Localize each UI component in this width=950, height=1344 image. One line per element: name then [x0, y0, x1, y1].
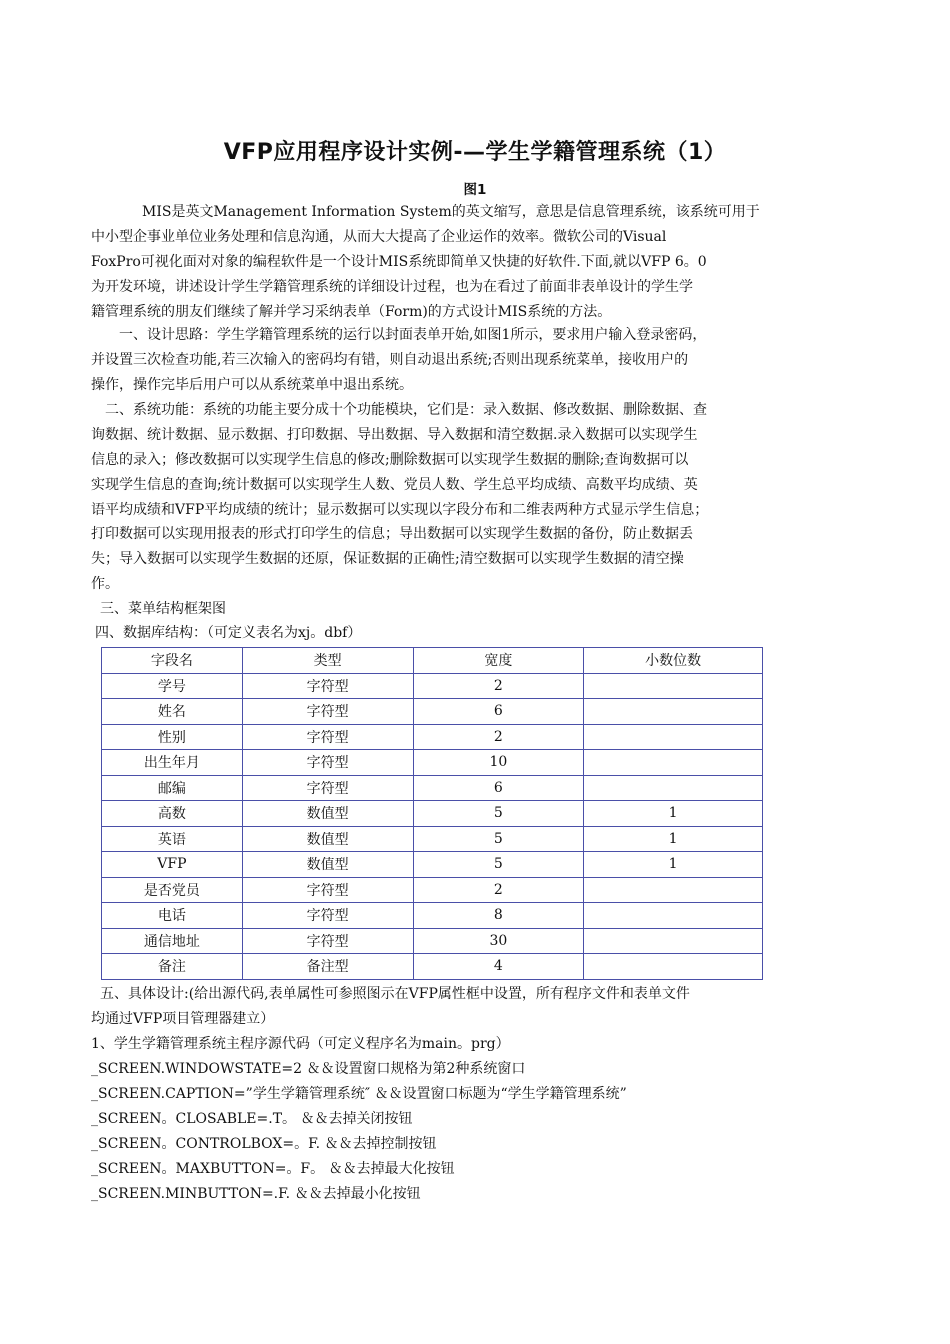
table-cell: 2	[413, 673, 584, 699]
code-line: 1、学生学籍管理系统主程序源代码（可定义程序名为main。prg）	[91, 1036, 510, 1052]
table-row	[102, 903, 763, 929]
section2-line: 询数据、统计数据、显示数据、打印数据、导出数据、导入数据和清空数据.录入数据可以实现学生	[91, 427, 698, 443]
table-cell: 数值型	[242, 852, 413, 878]
figure-label: 图1	[463, 182, 487, 198]
section2-line: 信息的录入；修改数据可以实现学生信息的修改;删除数据可以实现学生数据的删除;查询数据可以	[91, 452, 689, 468]
table-cell: 高数	[102, 801, 243, 827]
code-line: _SCREEN.WINDOWSTATE=2 ＆＆设置窗口规格为第2种系统窗口	[91, 1061, 526, 1077]
intro-line: FoxPro可视化面对对象的编程软件是一个设计MIS系统即简单又快捷的好软件.下面,就以VFP 6。0	[91, 254, 707, 270]
table-cell	[584, 750, 763, 776]
table-cell: 1	[584, 826, 763, 852]
table-cell: 数值型	[242, 801, 413, 827]
code-line: _SCREEN.MINBUTTON=.F. ＆＆去掉最小化按钮	[91, 1186, 421, 1202]
table-cell	[584, 877, 763, 903]
table-cell: 2	[413, 877, 584, 903]
table-cell: 字符型	[242, 673, 413, 699]
section2-line: 语平均成绩和VFP平均成绩的统计；显示数据可以实现以字段分布和二维表两种方式显示学生信息；	[91, 502, 709, 518]
section1-line: 并设置三次检查功能,若三次输入的密码均有错，则自动退出系统;否则出现系统菜单，接收用户的	[91, 352, 689, 368]
code-line: _SCREEN。CLOSABLE=.T。 ＆＆去掉关闭按钮	[91, 1111, 413, 1127]
db-structure-table	[101, 647, 763, 980]
section2-line: 二、系统功能：系统的功能主要分成十个功能模块，它们是：录入数据、修改数据、删除数据、查	[105, 402, 707, 418]
column-header: 宽度	[413, 648, 584, 674]
table-cell: 字符型	[242, 750, 413, 776]
table-cell: 5	[413, 852, 584, 878]
table-cell: 1	[584, 801, 763, 827]
code-line: _SCREEN。CONTROLBOX=。F. ＆＆去掉控制按钮	[91, 1136, 437, 1152]
table-cell: 出生年月	[102, 750, 243, 776]
table-cell: 邮编	[102, 775, 243, 801]
section2-line: 打印数据可以实现用报表的形式打印学生的信息；导出数据可以实现学生数据的备份，防止数据丢	[91, 526, 693, 542]
table-cell: 8	[413, 903, 584, 929]
table-cell: 字符型	[242, 903, 413, 929]
intro-line: 中小型企事业单位业务处理和信息沟通，从而大大提高了企业运作的效率。微软公司的Visual	[91, 229, 667, 245]
table-cell: 6	[413, 699, 584, 725]
intro-line: 为开发环境，讲述设计学生学籍管理系统的详细设计过程，也为在看过了前面非表单设计的学生学	[91, 279, 693, 295]
table-cell	[584, 903, 763, 929]
table-cell: 性别	[102, 724, 243, 750]
table-row	[102, 877, 763, 903]
table-cell: 5	[413, 801, 584, 827]
table-row	[102, 826, 763, 852]
column-header: 小数位数	[584, 648, 763, 674]
table-row	[102, 699, 763, 725]
table-header-row	[102, 648, 763, 674]
table-cell	[584, 928, 763, 954]
intro-line: 籍管理系统的朋友们继续了解并学习采纳表单（Form)的方式设计MIS系统的方法。	[91, 304, 612, 320]
table-cell: 是否党员	[102, 877, 243, 903]
table-cell: 英语	[102, 826, 243, 852]
section5-line: 五、具体设计:(给出源代码,表单属性可参照图示在VFP属性框中设置，所有程序文件和表单文件	[100, 986, 690, 1002]
column-header: 字段名	[102, 648, 243, 674]
code-line: _SCREEN.CAPTION=”学生学籍管理系统″ ＆＆设置窗口标题为“学生学籍管理系统”	[91, 1086, 627, 1102]
table-row	[102, 673, 763, 699]
table-row	[102, 750, 763, 776]
table-row	[102, 801, 763, 827]
section3-heading: 三、菜单结构框架图	[100, 601, 226, 617]
intro-line: MIS是英文Management Information System的英文缩写，意思是信息管理系统，该系统可用于	[142, 204, 760, 220]
table-cell: 字符型	[242, 877, 413, 903]
code-line: _SCREEN。MAXBUTTON=。F。 ＆＆去掉最大化按钮	[91, 1161, 455, 1177]
table-cell: 6	[413, 775, 584, 801]
table-cell: 2	[413, 724, 584, 750]
table-cell: 字符型	[242, 699, 413, 725]
table-row	[102, 928, 763, 954]
section4-heading: 四、数据库结构：（可定义表名为xj。dbf）	[95, 625, 362, 641]
table-cell: 1	[584, 852, 763, 878]
table-cell	[584, 724, 763, 750]
table-cell: 学号	[102, 673, 243, 699]
table-cell: 30	[413, 928, 584, 954]
table-row	[102, 954, 763, 980]
table-cell: 字符型	[242, 928, 413, 954]
table-cell	[584, 775, 763, 801]
table-cell: 电话	[102, 903, 243, 929]
page-title: VFP应用程序设计实例-—学生学籍管理系统（1）	[223, 140, 727, 165]
section1-line: 一、设计思路：学生学籍管理系统的运行以封面表单开始,如图1所示，要求用户输入登录密码，	[119, 327, 707, 343]
column-header: 类型	[242, 648, 413, 674]
table-cell: 4	[413, 954, 584, 980]
section2-line: 实现学生信息的查询;统计数据可以实现学生人数、党员人数、学生总平均成绩、高数平均成绩、英	[91, 477, 698, 493]
table-cell	[584, 673, 763, 699]
table-row	[102, 852, 763, 878]
table-cell: 通信地址	[102, 928, 243, 954]
table-cell	[584, 699, 763, 725]
section5-line: 均通过VFP项目管理器建立）	[91, 1011, 275, 1027]
table-cell: 数值型	[242, 826, 413, 852]
section2-line: 失；导入数据可以实现学生数据的还原，保证数据的正确性;清空数据可以实现学生数据的清空操	[91, 551, 684, 567]
section1-line: 操作，操作完毕后用户可以从系统菜单中退出系统。	[91, 377, 413, 393]
table-cell: 10	[413, 750, 584, 776]
table-cell: VFP	[102, 852, 243, 878]
table-row	[102, 724, 763, 750]
table-cell: 字符型	[242, 724, 413, 750]
table-cell: 备注型	[242, 954, 413, 980]
table-cell: 5	[413, 826, 584, 852]
table-cell: 姓名	[102, 699, 243, 725]
table-cell: 备注	[102, 954, 243, 980]
table-row	[102, 775, 763, 801]
section2-line: 作。	[91, 576, 119, 592]
table-cell	[584, 954, 763, 980]
table-cell: 字符型	[242, 775, 413, 801]
